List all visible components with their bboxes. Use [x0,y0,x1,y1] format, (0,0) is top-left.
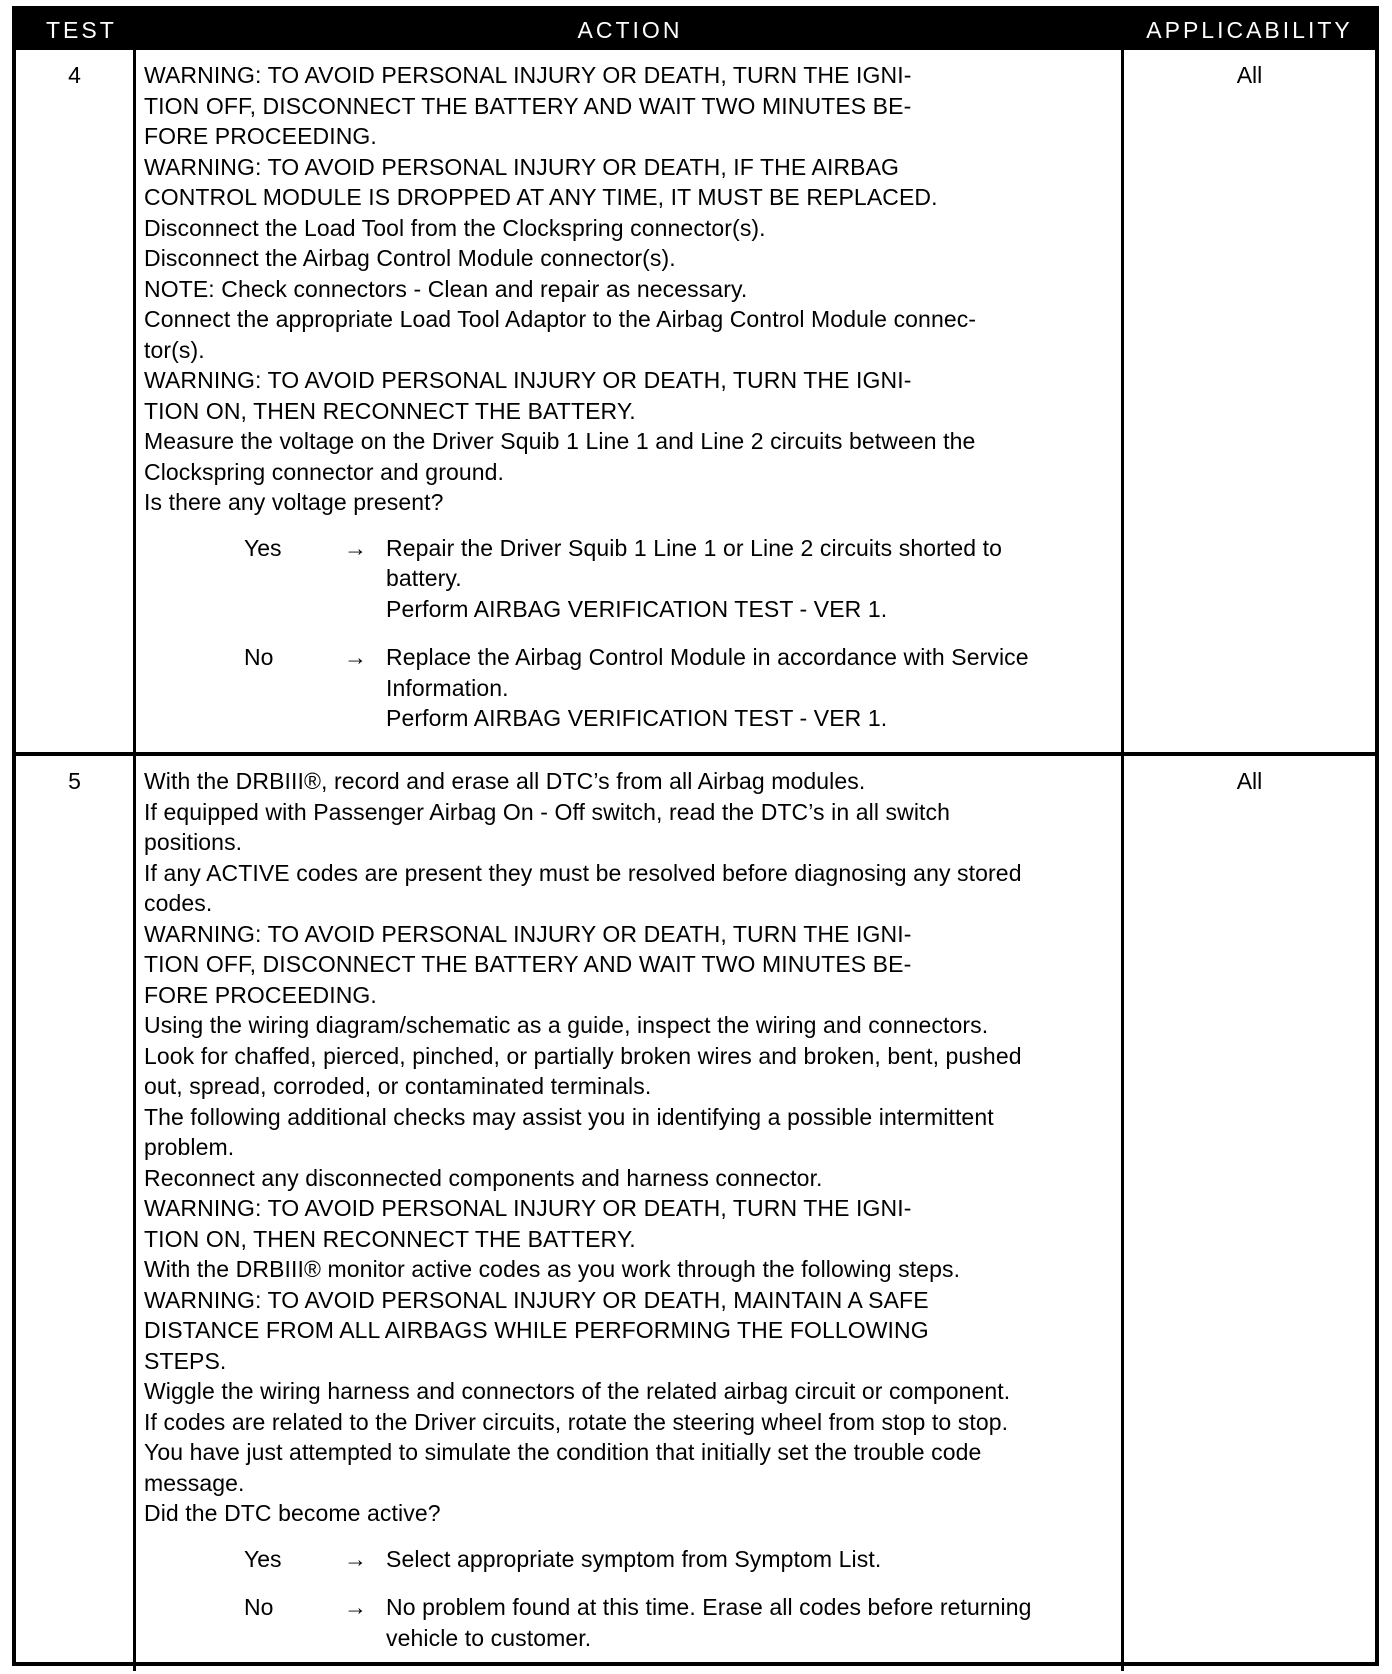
arrow-right-icon: → [344,1594,367,1620]
action-line: TION OFF, DISCONNECT THE BATTERY AND WAIT TWO MINUTES BE- [144,92,912,119]
result-no [144,642,1113,734]
action-line: WARNING: TO AVOID PERSONAL INJURY OR DEATH, MAINTAIN A SAFE [144,1286,929,1313]
action-line: FORE PROCEEDING. [144,981,377,1008]
result-yes-text [386,533,1113,625]
arrow-right-icon: → [344,644,367,670]
result-line: vehicle to customer. [386,1624,592,1651]
row-5-test-number: 5 [16,752,136,1671]
row-4-action [136,50,1124,752]
result-yes [144,533,1113,625]
result-yes-label: Yes [244,534,282,561]
action-line: TION ON, THEN RECONNECT THE BATTERY. [144,1225,636,1252]
result-no-text [386,642,1113,734]
action-line: message. [144,1469,245,1496]
action-line: FORE PROCEEDING. [144,123,377,149]
result-no-label: No [244,1594,274,1620]
header-applicability: APPLICABILITY [1124,10,1375,50]
row-4-action-lines [144,60,1113,518]
action-line: Is there any voltage present? [144,489,444,515]
action-line: Using the wiring diagram/schematic as a guide, inspect the wiring and connectors. [144,1012,989,1038]
action-line: TION ON, THEN RECONNECT THE BATTERY. [144,397,636,424]
result-yes [144,1544,1113,1575]
action-line: Did the DTC become active? [144,1500,441,1526]
action-line: Disconnect the Load Tool from the Clockspring connector(s). [144,214,766,241]
action-line: WARNING: TO AVOID PERSONAL INJURY OR DEATH, TURN THE IGNI- [144,62,912,88]
action-line: Connect the appropriate Load Tool Adaptor to the Airbag Control Module connec- [144,306,977,332]
action-line: WARNING: TO AVOID PERSONAL INJURY OR DEATH, TURN THE IGNI- [144,1195,912,1221]
action-line: tor(s). [144,336,205,363]
header-action: ACTION [136,10,1124,50]
action-line: Disconnect the Airbag Control Module connector(s). [144,245,676,271]
row-4-results [144,533,1113,734]
action-line: WARNING: TO AVOID PERSONAL INJURY OR DEATH, TURN THE IGNI- [144,367,912,393]
action-line: Clockspring connector and ground. [144,458,505,485]
result-line: Information. [386,674,509,701]
action-line: Measure the voltage on the Driver Squib 1 Line 1 and Line 2 circuits between the [144,428,976,454]
result-line: battery. [386,565,462,591]
row-4-test-number: 4 [16,50,136,752]
row-5-action [136,752,1124,1671]
arrow-right-icon: → [344,534,367,561]
result-no [144,1592,1113,1653]
action-line: The following additional checks may assist you in identifying a possible intermittent [144,1103,994,1130]
result-yes-text [386,1544,1113,1575]
header-test: TEST [16,10,136,50]
result-yes-label: Yes [244,1545,282,1572]
action-line: If codes are related to the Driver circuits, rotate the steering wheel from stop to stop. [144,1408,1009,1435]
result-line: Select appropriate symptom from Symptom List. [386,1545,882,1572]
result-no-text [386,1592,1113,1653]
action-line: out, spread, corroded, or contaminated terminals. [144,1073,652,1099]
row-5-action-lines [144,766,1113,1529]
result-line: Perform AIRBAG VERIFICATION TEST - VER 1. [386,595,888,622]
action-line: problem. [144,1134,235,1160]
action-line: If any ACTIVE codes are present they must be resolved before diagnosing any stored [144,859,1022,886]
arrow-right-icon: → [344,1545,367,1572]
row-5-applicability: All [1124,752,1375,1671]
action-line: WARNING: TO AVOID PERSONAL INJURY OR DEATH, IF THE AIRBAG [144,153,900,180]
action-line: Reconnect any disconnected components and harness connector. [144,1164,823,1191]
action-line: WARNING: TO AVOID PERSONAL INJURY OR DEATH, TURN THE IGNI- [144,920,912,947]
action-line: If equipped with Passenger Airbag On - Off switch, read the DTC’s in all switch [144,798,951,825]
action-line: DISTANCE FROM ALL AIRBAGS WHILE PERFORMING THE FOLLOWING [144,1317,929,1343]
action-line: NOTE: Check connectors - Clean and repair as necessary. [144,275,748,302]
result-line: Replace the Airbag Control Module in accordance with Service [386,644,1029,670]
action-line: positions. [144,829,243,855]
result-line: No problem found at this time. Erase all codes before returning [386,1594,1032,1620]
row-5-results [144,1544,1113,1654]
result-no-label: No [244,644,274,670]
action-line: You have just attempted to simulate the condition that initially set the trouble code [144,1439,982,1465]
action-line: TION OFF, DISCONNECT THE BATTERY AND WAIT TWO MINUTES BE- [144,951,912,977]
action-line: codes. [144,890,213,916]
result-line: Perform AIRBAG VERIFICATION TEST - VER 1. [386,705,888,731]
action-line: STEPS. [144,1347,227,1374]
action-line: With the DRBIII®, record and erase all DTC’s from all Airbag modules. [144,768,866,794]
row-4-applicability: All [1236,62,1263,88]
result-line: Repair the Driver Squib 1 Line 1 or Line 2 circuits shorted to [386,534,1003,561]
action-line: Look for chaffed, pierced, pinched, or partially broken wires and broken, bent, pushed [144,1042,1022,1069]
action-line: CONTROL MODULE IS DROPPED AT ANY TIME, IT MUST BE REPLACED. [144,184,938,210]
diagnostic-table [12,6,1379,1666]
action-line: Wiggle the wiring harness and connectors of the related airbag circuit or component. [144,1378,1011,1404]
action-line: With the DRBIII® monitor active codes as you work through the following steps. [144,1256,961,1282]
